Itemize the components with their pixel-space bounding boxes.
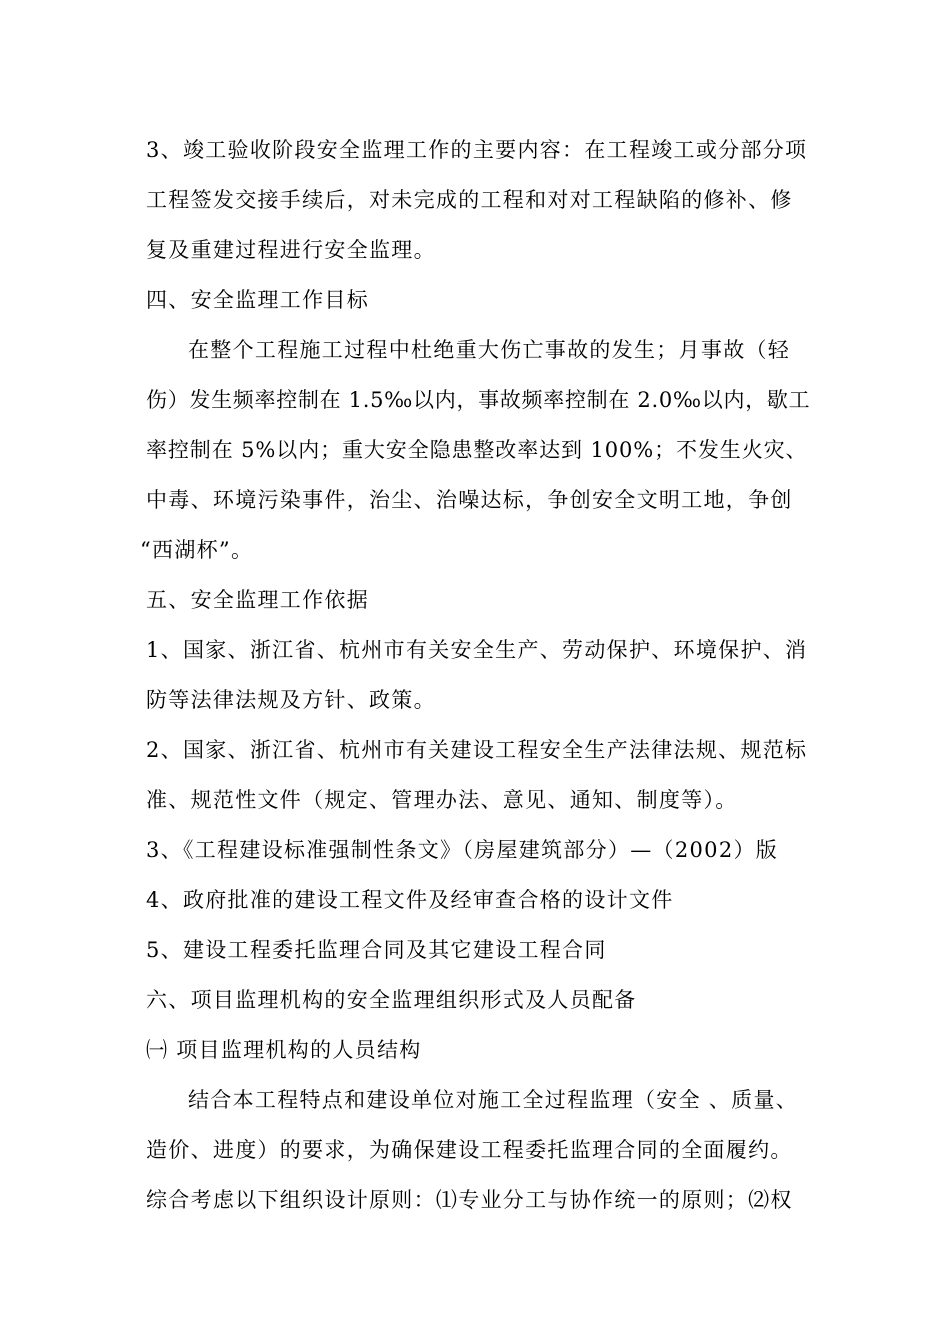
paragraph-line: 伤）发生频率控制在 1.5‰以内，事故频率控制在 2.0‰以内，歇工 (146, 388, 811, 412)
paragraph-line: 在整个工程施工过程中杜绝重大伤亡事故的发生；月事故（轻 (188, 338, 791, 362)
paragraph-line: 工程签发交接手续后，对未完成的工程和对对工程缺陷的修补、修 (146, 188, 793, 212)
section-heading: 四、安全监理工作目标 (146, 288, 369, 312)
paragraph-line: 率控制在 5%以内；重大安全隐患整改率达到 100%；不发生火灾、 (146, 438, 808, 462)
paragraph-line: 3、竣工验收阶段安全监理工作的主要内容：在工程竣工或分部分项 (146, 138, 808, 162)
paragraph-line: 防等法律法规及方针、政策。 (146, 688, 436, 712)
section-heading: 六、项目监理机构的安全监理组织形式及人员配备 (146, 988, 637, 1012)
paragraph-line: 复及重建过程进行安全监理。 (146, 238, 436, 262)
paragraph-line: 中毒、环境污染事件，治尘、治噪达标，争创安全文明工地，争创 (146, 488, 793, 512)
paragraph-line: 综合考虑以下组织设计原则：⑴专业分工与协作统一的原则；⑵权 (146, 1188, 793, 1212)
subsection-heading: ㈠ 项目监理机构的人员结构 (146, 1038, 422, 1062)
paragraph-line: 准、规范性文件（规定、管理办法、意见、通知、制度等）。 (146, 788, 738, 812)
list-item: 5、建设工程委托监理合同及其它建设工程合同 (146, 938, 607, 962)
section-heading: 五、安全监理工作依据 (146, 588, 369, 612)
paragraph-line: “西湖杯”。 (140, 538, 254, 562)
list-item: 3、《工程建设标准强制性条文》（房屋建筑部分）—（2002）版 (146, 838, 779, 862)
list-item: 4、政府批准的建设工程文件及经审查合格的设计文件 (146, 888, 674, 912)
list-item: 1、国家、浙江省、杭州市有关安全生产、劳动保护、环境保护、消 (146, 638, 808, 662)
paragraph-line: 结合本工程特点和建设单位对施工全过程监理（安全 、质量、 (188, 1088, 799, 1112)
list-item: 2、国家、浙江省、杭州市有关建设工程安全生产法律法规、规范标 (146, 738, 808, 762)
paragraph-line: 造价、进度）的要求，为确保建设工程委托监理合同的全面履约。 (146, 1138, 793, 1162)
